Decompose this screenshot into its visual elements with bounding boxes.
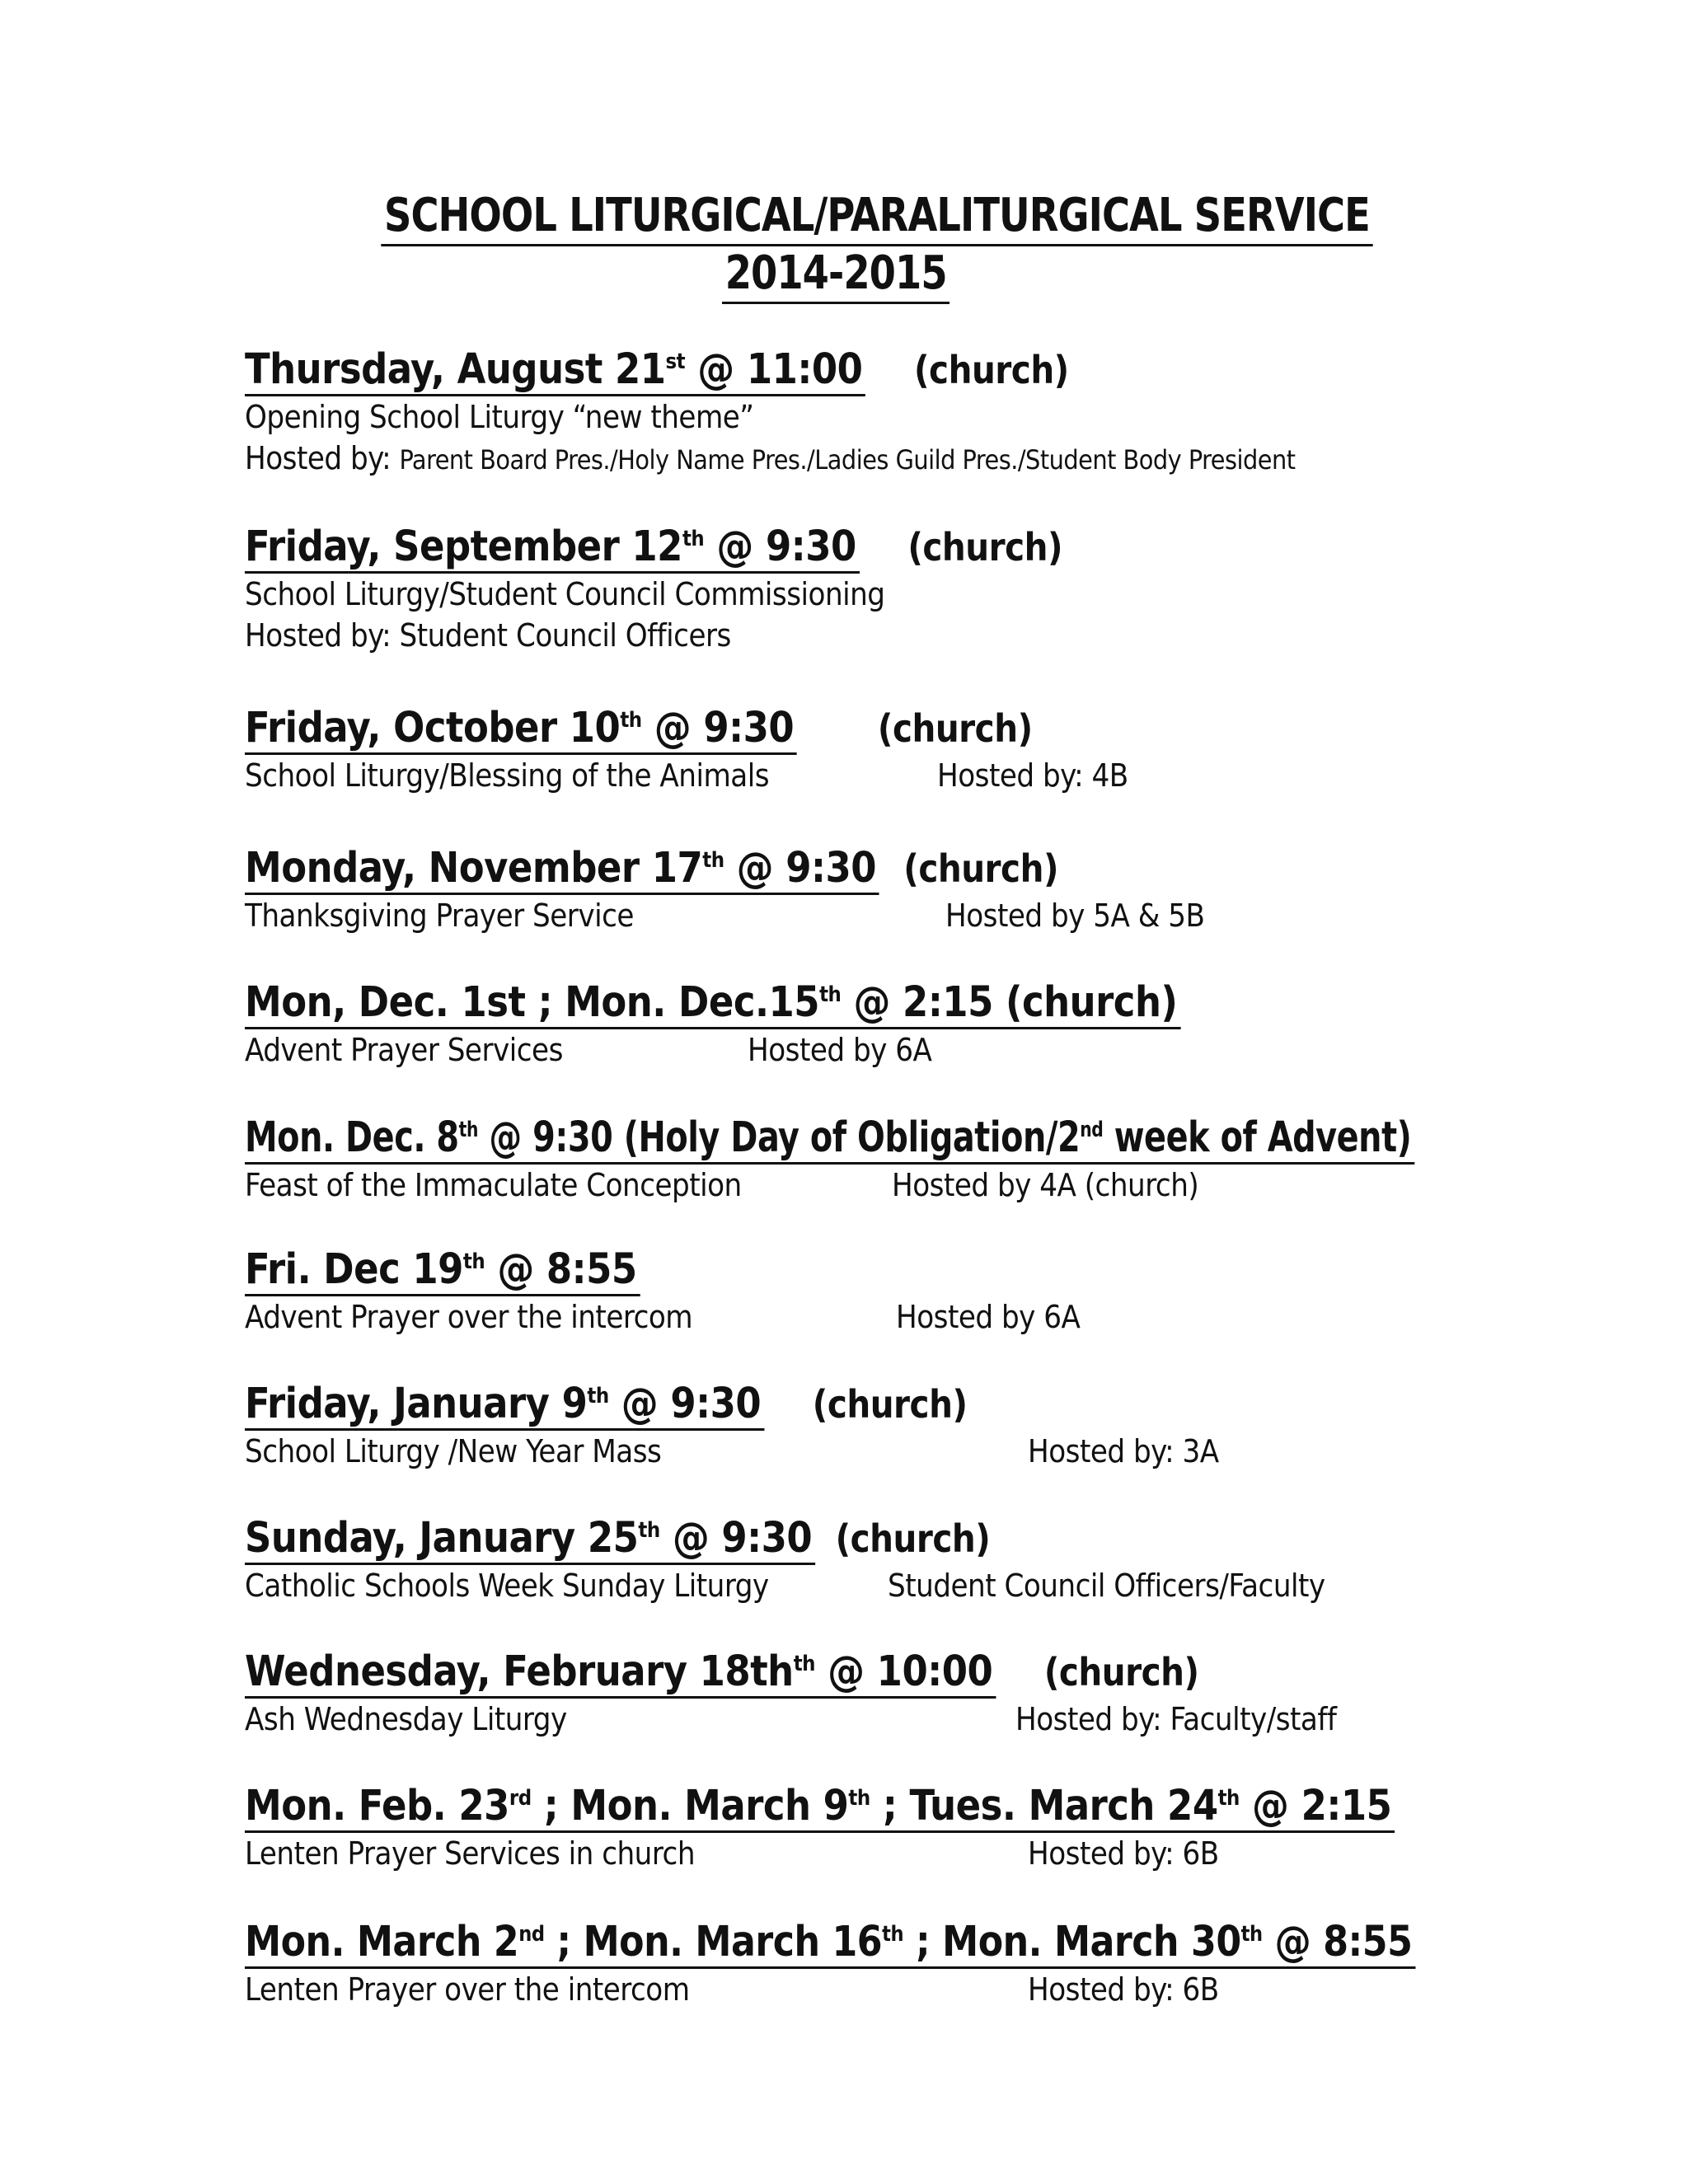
event-date-time: Friday, January 9th @ 9:30 bbox=[245, 1380, 764, 1431]
event-entry bbox=[245, 1114, 1440, 1206]
event-location: (church) bbox=[907, 525, 1063, 569]
event-host: Hosted by: 4B bbox=[937, 757, 1128, 794]
event-heading bbox=[245, 979, 1415, 1029]
event-entry bbox=[245, 346, 1440, 479]
event-host: Hosted by: 6B bbox=[1028, 1971, 1219, 2008]
event-location: (church) bbox=[914, 348, 1069, 392]
event-host: Hosted by: Parent Board Pres./Holy Name Pres./Ladies Guild Pres./Student Body President bbox=[245, 440, 1296, 476]
event-date-time: Mon, Dec. 1st ; Mon. Dec.15th @ 2:15 (church) bbox=[245, 979, 1180, 1029]
event-heading bbox=[245, 1113, 1412, 1165]
event-location: (church) bbox=[812, 1382, 968, 1427]
event-entry bbox=[245, 979, 1440, 1071]
event-description: School Liturgy /New Year Mass Hosted by: 3A bbox=[245, 1431, 1440, 1472]
event-description: School Liturgy/Blessing of the Animals Hosted by: 4B bbox=[245, 755, 1440, 796]
event-host: Hosted by: 6B bbox=[1028, 1835, 1219, 1872]
event-host: Student Council Officers/Faculty bbox=[888, 1568, 1325, 1604]
event-location: (church) bbox=[877, 706, 1033, 751]
event-heading bbox=[245, 845, 1415, 895]
event-date-time: Friday, October 10th @ 9:30 bbox=[245, 705, 797, 755]
event-description: Ash Wednesday Liturgy Hosted by: Faculty/staff bbox=[245, 1699, 1440, 1740]
event-heading bbox=[245, 523, 1415, 574]
event-date-time: Mon. Feb. 23rd ; Mon. March 9th ; Tues. March 24th @ 2:15 bbox=[245, 1783, 1395, 1833]
event-entry bbox=[245, 705, 1440, 796]
event-host: Hosted by 6A bbox=[896, 1299, 1081, 1335]
event-description: Lenten Prayer over the intercom Hosted by: 6B bbox=[245, 1969, 1440, 2010]
event-date-time: Friday, September 12th @ 9:30 bbox=[245, 523, 860, 574]
event-date-time: Wednesday, February $18th^{th}$ @ 10:00 bbox=[245, 1648, 996, 1699]
event-entry bbox=[245, 1919, 1440, 2010]
event-location: (church) bbox=[903, 846, 1058, 891]
event-entry bbox=[245, 1515, 1440, 1606]
event-entry bbox=[245, 1783, 1440, 1874]
event-host: Hosted by: Faculty/staff bbox=[1015, 1701, 1337, 1737]
event-entry bbox=[245, 845, 1440, 936]
event-entry bbox=[245, 1648, 1440, 1740]
event-description: Feast of the Immaculate Conception Hosted by 4A (church) bbox=[245, 1165, 1440, 1206]
event-heading bbox=[245, 1648, 1415, 1699]
event-heading bbox=[245, 1515, 1415, 1565]
event-host: Hosted by 4A (church) bbox=[892, 1167, 1199, 1203]
event-date-time: Fri. Dec 19th @ 8:55 bbox=[245, 1246, 640, 1296]
event-description: Opening School Liturgy “new theme” bbox=[245, 399, 754, 435]
event-heading bbox=[245, 346, 1415, 396]
event-location: (church) bbox=[835, 1516, 991, 1561]
event-entry bbox=[245, 1246, 1440, 1338]
event-date-time: Thursday, August 21st @ 11:00 bbox=[245, 346, 865, 396]
event-heading bbox=[245, 1783, 1415, 1833]
title-line-2: 2014-2015 bbox=[722, 247, 950, 304]
event-entry bbox=[245, 523, 1440, 656]
event-heading bbox=[245, 705, 1415, 755]
event-heading bbox=[245, 1246, 1415, 1296]
event-host: Hosted by 6A bbox=[748, 1032, 932, 1068]
title-line-1: SCHOOL LITURGICAL/PARALITURGICAL SERVICE bbox=[381, 190, 1372, 246]
event-heading bbox=[245, 1380, 1415, 1431]
event-host: Hosted by: Student Council Officers bbox=[245, 617, 731, 654]
event-heading bbox=[245, 1918, 1413, 1969]
event-date-time: Mon. Dec. 8th @ 9:30 (Holy Day of Obligation/2nd week of Advent) bbox=[245, 1114, 1414, 1165]
event-date-time: Monday, November 17th @ 9:30 bbox=[245, 845, 879, 895]
event-location: (church) bbox=[1043, 1650, 1199, 1694]
document-title bbox=[0, 190, 1688, 246]
event-description: Lenten Prayer Services in church Hosted by: 6B bbox=[245, 1833, 1440, 1874]
event-date-time: Sunday, January 25th @ 9:30 bbox=[245, 1515, 815, 1565]
event-entry bbox=[245, 1380, 1440, 1472]
event-description: School Liturgy/Student Council Commissioning bbox=[245, 576, 885, 612]
document-year bbox=[0, 247, 1688, 304]
event-date-time: Mon. March 2nd ; Mon. March 16th ; Mon. March 30th @ 8:55 bbox=[245, 1919, 1415, 1969]
event-description: Advent Prayer over the intercom Hosted by 6A bbox=[245, 1296, 1440, 1338]
event-host: Hosted by 5A & 5B bbox=[945, 898, 1205, 934]
event-description: Advent Prayer Services Hosted by 6A bbox=[245, 1029, 1440, 1071]
event-description: Thanksgiving Prayer Service Hosted by 5A & 5B bbox=[245, 895, 1440, 936]
event-host: Hosted by: 3A bbox=[1028, 1433, 1219, 1469]
event-description: Catholic Schools Week Sunday Liturgy Student Council Officers/Faculty bbox=[245, 1565, 1440, 1606]
